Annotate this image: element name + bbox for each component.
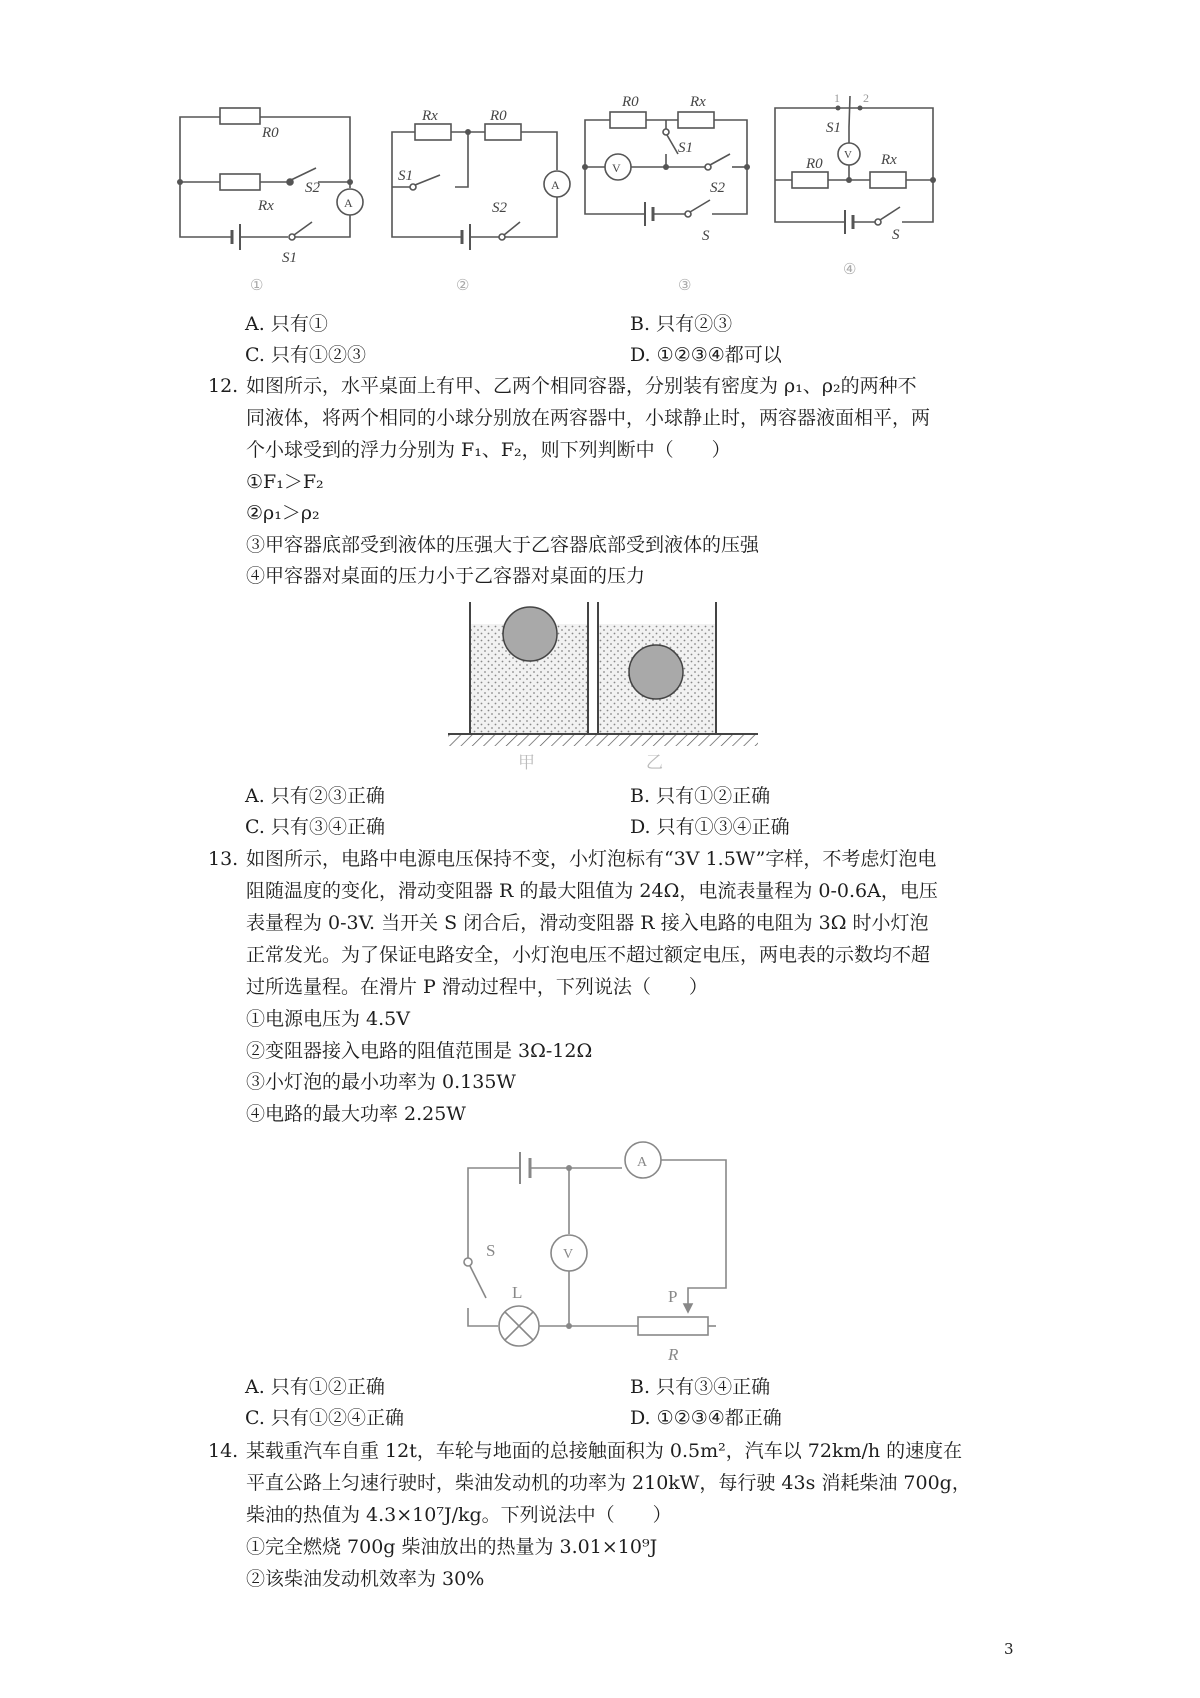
q11-option-d: D. ①②③④都可以 bbox=[630, 344, 782, 366]
c1-s2-label: S2 bbox=[305, 180, 320, 196]
c1-ammeter-label: A bbox=[344, 196, 353, 210]
q13-stem-5: 过所选量程。在滑片 P 滑动过程中，下列说法（ ） bbox=[246, 976, 708, 998]
q11-option-a: A. 只有① bbox=[245, 313, 328, 335]
q11-option-b: B. 只有②③ bbox=[630, 313, 733, 335]
c3-number: ③ bbox=[678, 278, 692, 294]
c4-pos1-label: 1 bbox=[834, 92, 840, 105]
q12-option-b: B. 只有①②正确 bbox=[630, 785, 771, 807]
q13-statement-4: ④电路的最大功率 2.25W bbox=[246, 1103, 466, 1125]
q13-stem-4: 正常发光。为了保证电路安全，小灯泡电压不超过额定电压，两电表的示数均不超 bbox=[246, 944, 931, 966]
label-yi: 乙 bbox=[646, 753, 663, 770]
q14-statement-2: ②该柴油发动机效率为 30% bbox=[246, 1568, 485, 1590]
q13-option-c: C. 只有①②④正确 bbox=[245, 1407, 404, 1429]
q14-stem-1: 某载重汽车自重 12t，车轮与地面的总接触面积为 0.5m²，汽车以 72km/h 的速度在 bbox=[246, 1440, 963, 1462]
c2-rx-label: Rx bbox=[422, 108, 438, 124]
q12-stem-1: 如图所示，水平桌面上有甲、乙两个相同容器，分别装有密度为 ρ₁、ρ₂的两种不 bbox=[246, 375, 917, 397]
c2-number: ② bbox=[456, 278, 470, 294]
q12-statement-3: ③甲容器底部受到液体的压强大于乙容器底部受到液体的压强 bbox=[246, 534, 760, 556]
q13-circuit-figure bbox=[448, 1138, 768, 1368]
ball-jia bbox=[503, 607, 557, 661]
c1-number: ① bbox=[250, 278, 264, 294]
c4-s-label: S bbox=[892, 227, 900, 243]
q14-stem-2: 平直公路上匀速行驶时，柴油发动机的功率为 210kW，每行驶 43s 消耗柴油 700g， bbox=[246, 1472, 971, 1494]
ammeter-label: A bbox=[637, 1155, 648, 1170]
q13-stem-1: 如图所示，电路中电源电压保持不变，小灯泡标有“3V 1.5W”字样，不考虑灯泡电 bbox=[246, 848, 937, 870]
c3-rx-label: Rx bbox=[690, 94, 706, 110]
q12-stem-3: 个小球受到的浮力分别为 F₁、F₂，则下列判断中（ ） bbox=[246, 439, 731, 461]
q12-option-d: D. 只有①③④正确 bbox=[630, 816, 790, 838]
switch-s bbox=[470, 1266, 486, 1298]
c2-ammeter-label: A bbox=[551, 178, 560, 192]
q12-statement-2: ②ρ₁＞ρ₂ bbox=[246, 502, 320, 524]
c3-s-label: S bbox=[702, 228, 710, 244]
c1-rx-label: Rx bbox=[258, 198, 274, 214]
q12-number: 12. bbox=[208, 375, 239, 397]
c3-voltmeter-label: V bbox=[612, 161, 621, 175]
q14-stem-3: 柴油的热值为 4.3×10⁷J/kg。下列说法中（ ） bbox=[246, 1504, 672, 1526]
c4-number: ④ bbox=[843, 262, 857, 278]
q13-number: 13. bbox=[208, 848, 239, 870]
q13-option-b: B. 只有③④正确 bbox=[630, 1376, 771, 1398]
q12-option-c: C. 只有③④正确 bbox=[245, 816, 385, 838]
c1-s1-label: S1 bbox=[282, 250, 297, 266]
c3-s1-label: S1 bbox=[678, 140, 693, 156]
c3-r0-label: R0 bbox=[622, 94, 639, 110]
c3-s2-label: S2 bbox=[710, 180, 725, 196]
page-number: 3 bbox=[1004, 1640, 1014, 1658]
q11-option-c: C. 只有①②③ bbox=[245, 344, 366, 366]
q12-stem-2: 同液体，将两个相同的小球分别放在两容器中，小球静止时，两容器液面相平，两 bbox=[246, 407, 931, 429]
switch-label: S bbox=[486, 1241, 496, 1260]
circuit-2 bbox=[392, 124, 570, 250]
c4-s1-label: S1 bbox=[826, 120, 841, 136]
q11-circuit-figures bbox=[170, 92, 1030, 297]
label-jia: 甲 bbox=[518, 753, 535, 770]
q13-statement-1: ①电源电压为 4.5V bbox=[246, 1008, 410, 1030]
table-surface bbox=[448, 734, 758, 746]
q13-statement-3: ③小灯泡的最小功率为 0.135W bbox=[246, 1071, 516, 1093]
lamp-label: L bbox=[512, 1283, 523, 1302]
q13-stem-2: 阻随温度的变化，滑动变阻器 R 的最大阻值为 24Ω，电流表量程为 0-0.6A，电压 bbox=[246, 880, 938, 902]
c4-rx-label: Rx bbox=[881, 152, 897, 168]
voltmeter-label: V bbox=[563, 1247, 574, 1262]
c4-pos2-label: 2 bbox=[863, 92, 869, 105]
c1-r0-label: R0 bbox=[262, 125, 279, 141]
circuit-3 bbox=[582, 112, 750, 226]
q12-option-a: A. 只有②③正确 bbox=[245, 785, 385, 807]
q12-containers-figure bbox=[448, 600, 768, 770]
q12-statement-4: ④甲容器对桌面的压力小于乙容器对桌面的压力 bbox=[246, 565, 646, 587]
c4-voltmeter-label: V bbox=[844, 149, 852, 161]
rheostat-r bbox=[638, 1317, 708, 1335]
q13-stem-3: 表量程为 0-3V. 当开关 S 闭合后，滑动变阻器 R 接入电路的电阻为 3Ω 时小灯泡 bbox=[246, 912, 929, 934]
ball-yi bbox=[629, 645, 683, 699]
q13-statement-2: ②变阻器接入电路的阻值范围是 3Ω-12Ω bbox=[246, 1040, 593, 1062]
c4-r0-label: R0 bbox=[806, 156, 823, 172]
c2-s1-label: S1 bbox=[398, 168, 413, 184]
c2-r0-label: R0 bbox=[490, 108, 507, 124]
c2-s2-label: S2 bbox=[492, 200, 507, 216]
rheostat-label: R bbox=[668, 1345, 679, 1364]
q13-option-a: A. 只有①②正确 bbox=[245, 1376, 385, 1398]
slider-label: P bbox=[668, 1287, 678, 1306]
q14-number: 14. bbox=[208, 1440, 239, 1462]
q13-option-d: D. ①②③④都正确 bbox=[630, 1407, 782, 1429]
q14-statement-1: ①完全燃烧 700g 柴油放出的热量为 3.01×10⁹J bbox=[246, 1536, 658, 1558]
q12-statement-1: ①F₁＞F₂ bbox=[246, 471, 324, 493]
circuit-4 bbox=[775, 96, 936, 234]
